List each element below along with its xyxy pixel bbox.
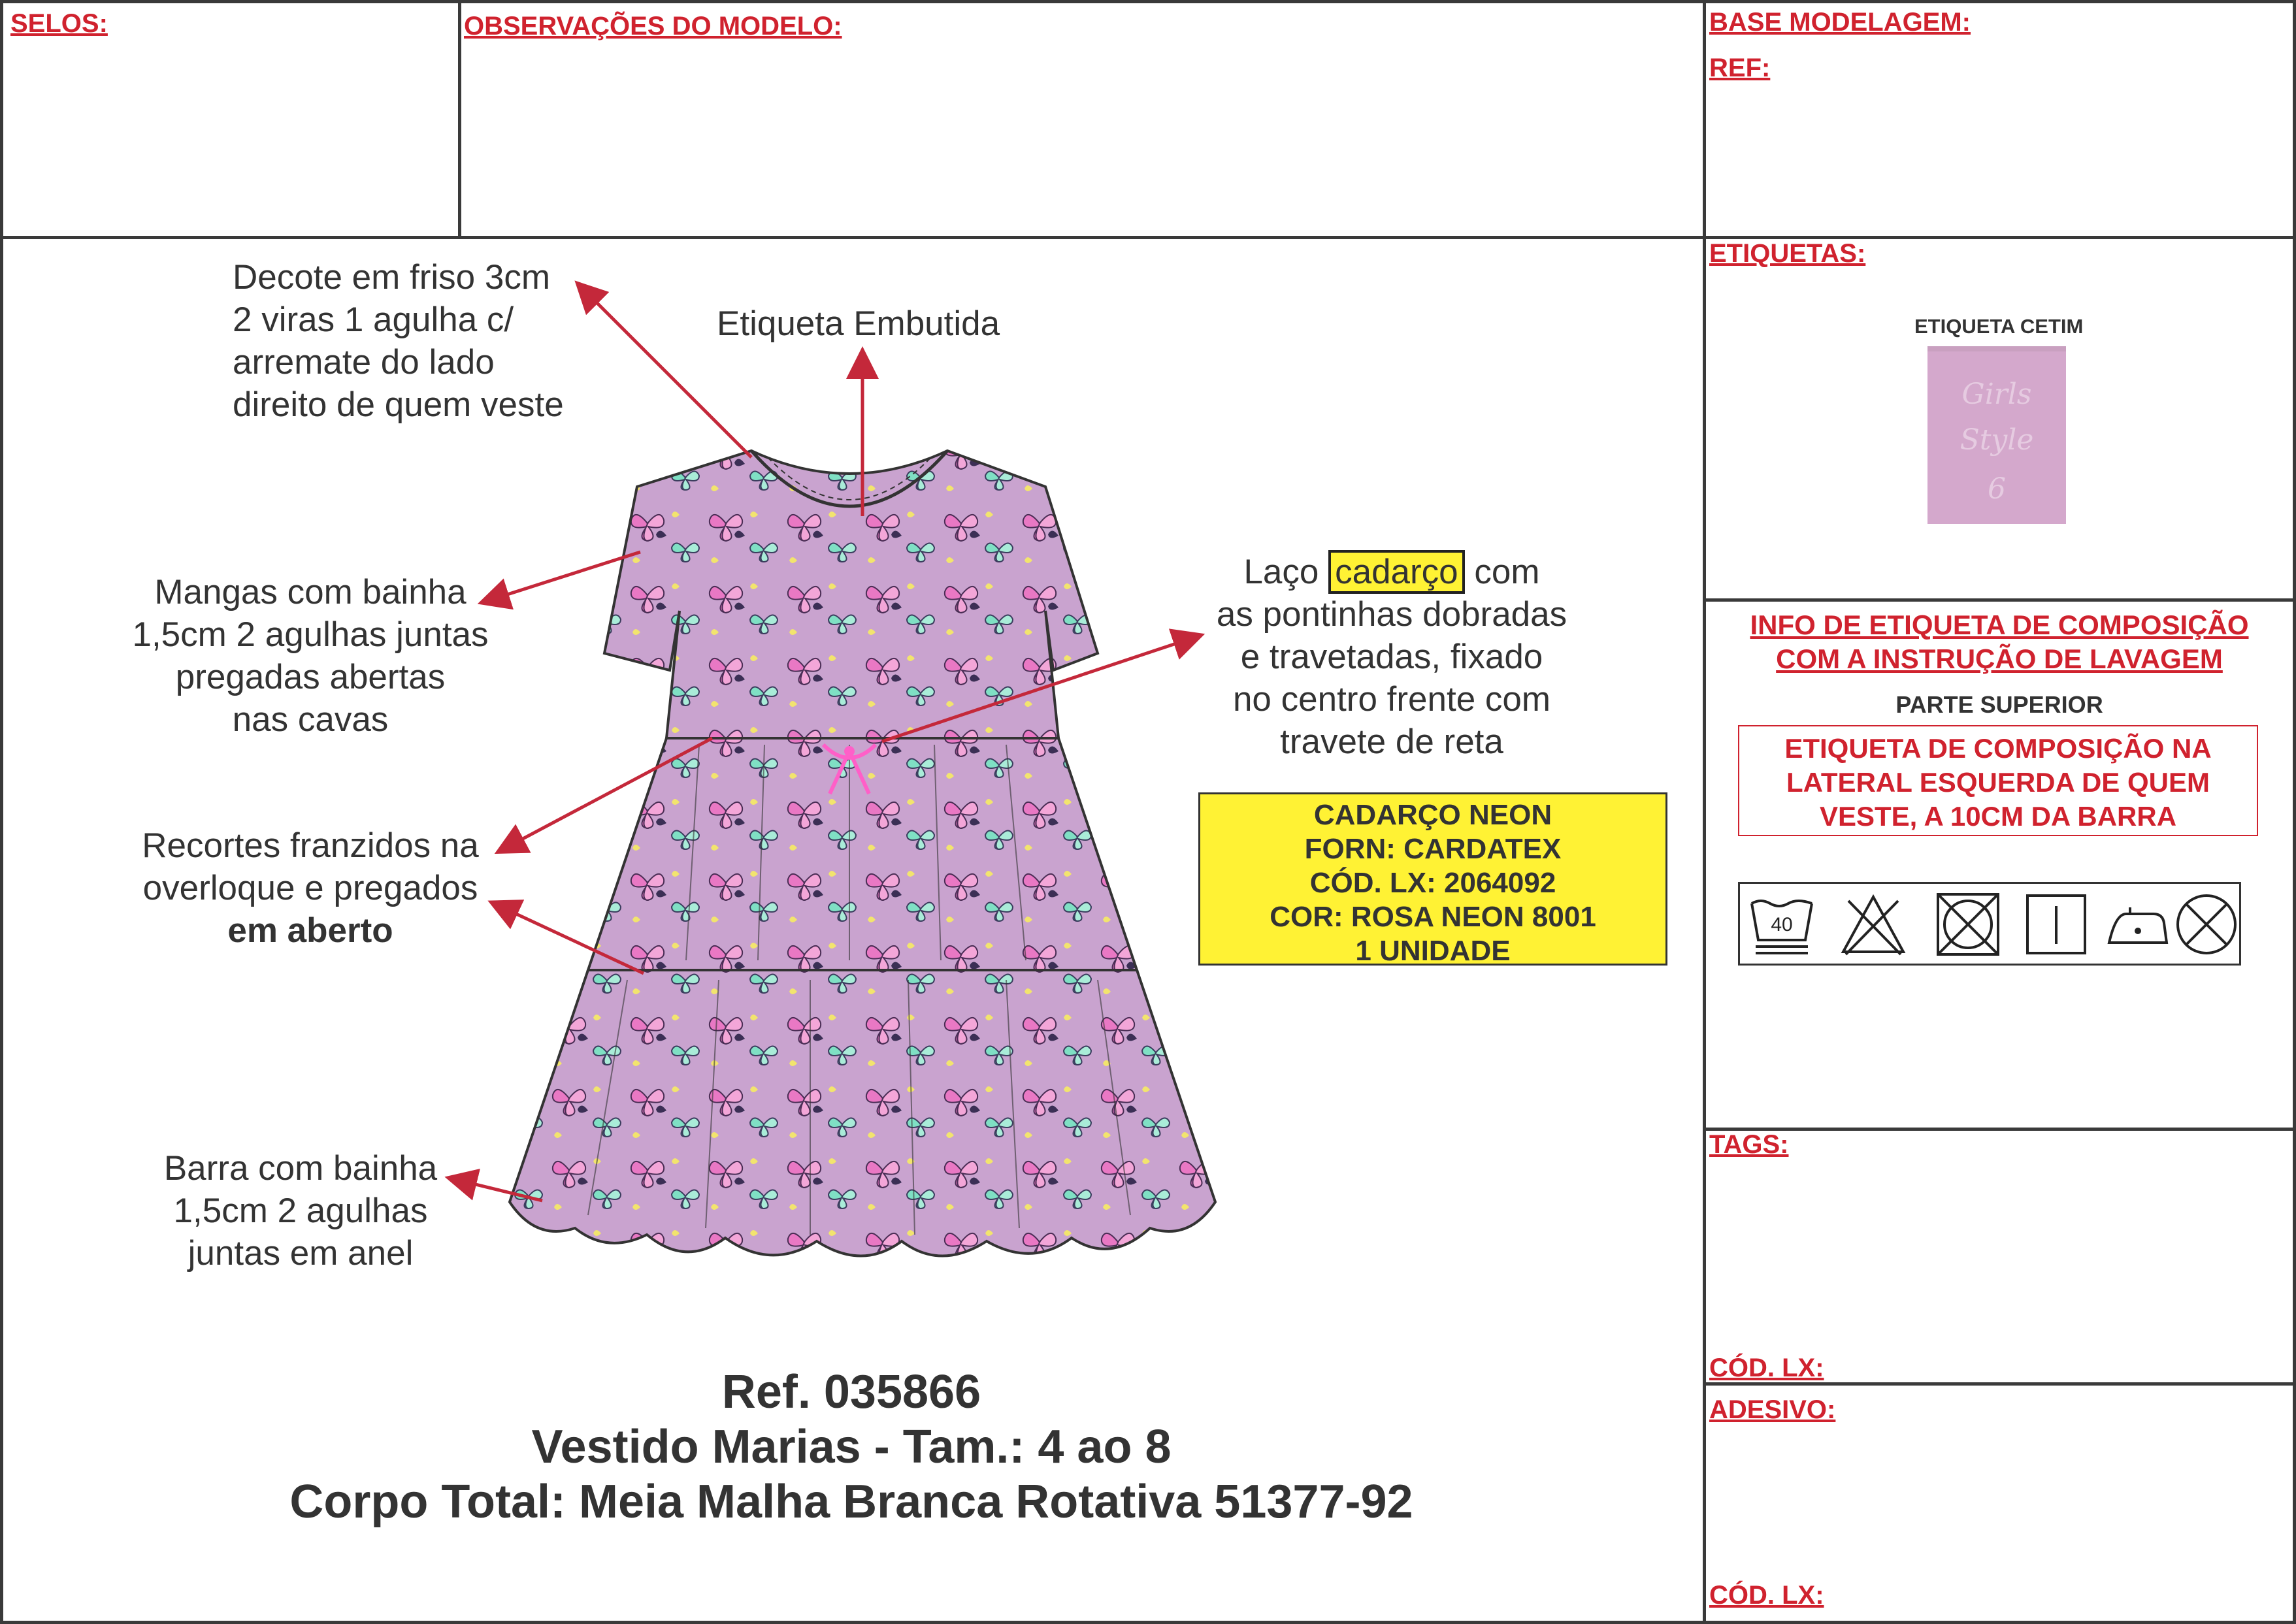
label-line-1: Girls (1961, 378, 2032, 411)
tags-label: TAGS: (1709, 1130, 1789, 1159)
note-laco (1176, 551, 1607, 763)
note-laco-pre: Laço (1243, 553, 1319, 591)
note-recortes-bold: em aberto (227, 911, 393, 950)
composicao-title-2: COM A INSTRUÇÃO DE LAVAGEM (1776, 643, 2223, 674)
note-decote (233, 256, 564, 426)
care-symbols-strip (1738, 882, 2241, 966)
no-dry-clean-icon (2171, 889, 2242, 960)
no-tumble-dry-icon (1933, 889, 2003, 960)
no-bleach-icon (1838, 889, 1909, 960)
note-barra-line-1: Barra com bainha (163, 1149, 438, 1188)
selos-label: SELOS: (10, 9, 108, 38)
cadarco-info-box (1198, 792, 1667, 966)
note-barra-line-3: juntas em anel (188, 1234, 414, 1273)
etiqueta-cetim-caption: ETIQUETA CETIM (1914, 315, 2084, 338)
wash-40-icon (1747, 889, 1817, 960)
dress-middle-tier (588, 738, 1137, 970)
composicao-title-1: INFO DE ETIQUETA DE COMPOSIÇÃO (1750, 609, 2249, 640)
note-mangas (105, 571, 516, 741)
parte-superior-label: PARTE SUPERIOR (1895, 691, 2103, 718)
title-name: Vestido Marias - Tam.: 4 ao 8 (531, 1421, 1172, 1473)
note-barra-line-2: 1,5cm 2 agulhas (173, 1192, 428, 1230)
label-line-3: 6 (1988, 472, 2006, 506)
cadarco-line-5: 1 UNIDADE (1355, 935, 1511, 967)
note-laco-line-5: travete de reta (1280, 723, 1503, 761)
etiqueta-cetim-swatch (1927, 346, 2066, 524)
note-mangas-line-3: pregadas abertas (175, 658, 446, 696)
cadarco-line-4: COR: ROSA NEON 8001 (1270, 901, 1596, 933)
dress-bottom-tier (510, 970, 1215, 1256)
note-mangas-line-1: Mangas com bainha (154, 573, 467, 611)
title-fabric: Corpo Total: Meia Malha Branca Rotativa 51377-92 (289, 1476, 1413, 1528)
label-line-2: Style (1960, 423, 2034, 457)
observacoes-label: OBSERVAÇÕES DO MODELO: (464, 12, 842, 41)
note-laco-post: com (1474, 553, 1540, 591)
note-recortes-line-2: overloque e pregados (142, 869, 478, 907)
tags-cell (1703, 1128, 2296, 1386)
composicao-line-1: ETIQUETA DE COMPOSIÇÃO NA (1784, 733, 2212, 764)
title-ref: Ref. 035866 (721, 1366, 981, 1418)
note-decote-line-3: arremate do lado (233, 343, 495, 382)
note-laco-line-3: e travetadas, fixado (1240, 638, 1543, 676)
note-mangas-line-2: 1,5cm 2 agulhas juntas (132, 615, 489, 654)
cadarco-line-3: CÓD. LX: 2064092 (1309, 867, 1556, 899)
note-laco-line-1 (1176, 551, 1607, 593)
iron-low-icon (2103, 889, 2173, 960)
tags-cod-lx-label: CÓD. LX: (1709, 1354, 1824, 1382)
note-recortes (105, 824, 516, 952)
note-decote-line-4: direito de quem veste (233, 385, 564, 424)
wash-temp: 40 (1771, 914, 1793, 935)
line-dry-icon (2021, 889, 2091, 960)
note-laco-line-4: no centro frente com (1232, 680, 1551, 719)
composicao-textbox (1738, 725, 2258, 836)
composicao-cell (1703, 598, 2296, 1131)
note-laco-highlight: cadarço (1328, 550, 1465, 594)
cadarco-line-2: FORN: CARDATEX (1304, 833, 1562, 865)
note-mangas-line-4: nas cavas (232, 700, 389, 739)
note-etiqueta-embutida: Etiqueta Embutida (717, 304, 1000, 343)
note-decote-line-2: 2 viras 1 agulha c/ (233, 300, 514, 339)
etiquetas-label: ETIQUETAS: (1709, 239, 1866, 268)
base-modelagem-label: BASE MODELAGEM: (1709, 8, 1971, 37)
adesivo-label: ADESIVO: (1709, 1395, 1836, 1424)
note-barra (98, 1147, 503, 1275)
note-recortes-line-1: Recortes franzidos na (142, 826, 479, 865)
cadarco-line-1: CADARÇO NEON (1313, 799, 1552, 831)
composicao-line-3: VESTE, A 10CM DA BARRA (1819, 801, 2177, 832)
note-laco-line-2: as pontinhas dobradas (1216, 595, 1567, 634)
note-decote-line-1: Decote em friso 3cm (233, 258, 550, 297)
composicao-line-2: LATERAL ESQUERDA DE QUEM (1786, 767, 2210, 798)
adesivo-cod-lx-label: CÓD. LX: (1709, 1581, 1824, 1610)
ref-label: REF: (1709, 54, 1771, 82)
